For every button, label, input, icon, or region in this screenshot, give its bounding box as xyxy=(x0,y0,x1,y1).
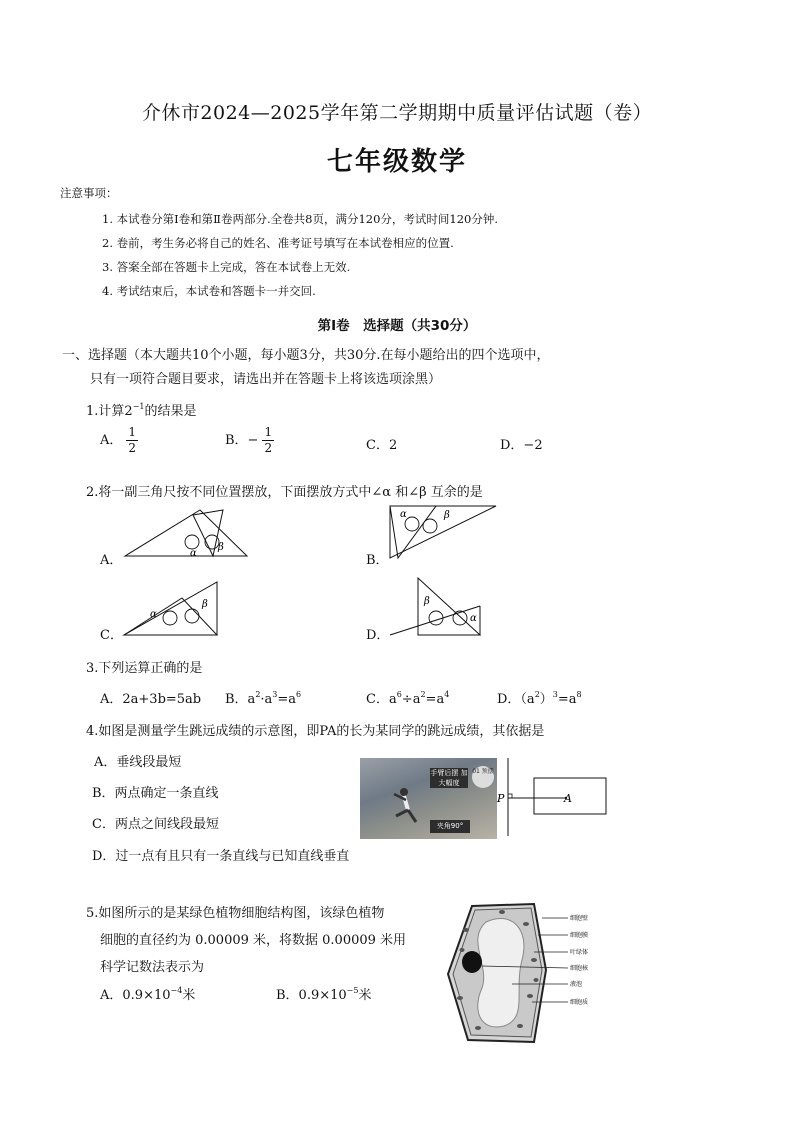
q2-option-d-label[interactable]: D． xyxy=(366,628,390,643)
alpha-label: α xyxy=(150,609,157,620)
q4-option-c[interactable]: C．两点之间线段最短 xyxy=(92,817,219,832)
alpha-label: α xyxy=(190,548,197,559)
q4-option-b[interactable]: B．两点确定一条直线 xyxy=(92,786,219,801)
q3-option-b[interactable]: B．$a^2\cdot a^3=a^6$ xyxy=(225,690,302,707)
alpha-label: α xyxy=(400,509,407,520)
q2-option-c-label[interactable]: C． xyxy=(100,628,123,643)
q1-option-d[interactable]: D．−2 xyxy=(500,438,543,453)
q1-option-b[interactable]: B．− $\frac{1}{2}$ xyxy=(225,425,273,455)
photo-tag-angle: 夹角90° xyxy=(430,820,470,833)
q1-option-c[interactable]: C．2 xyxy=(366,438,398,453)
question-1-stem: 1.计算$2^{-1}$的结果是 xyxy=(86,402,197,419)
q3-option-a[interactable]: A．2a+3b=5ab xyxy=(100,692,202,707)
point-p-label: P xyxy=(497,792,505,805)
beta-label: β xyxy=(444,510,450,521)
q3-option-d[interactable]: D．$(a^2)^3=a^8$ xyxy=(497,690,582,707)
long-jump-diagram xyxy=(496,756,608,838)
cell-label: 细胞质 xyxy=(570,999,589,1006)
q4-option-a[interactable]: A．垂线段最短 xyxy=(94,755,182,770)
alpha-label: α xyxy=(470,613,477,624)
q5-option-b[interactable]: B．$0.9\times 10^{-5}$米 xyxy=(276,986,372,1003)
q2-figure-c xyxy=(122,580,222,638)
exam-subtitle: 七年级数学 xyxy=(326,147,467,177)
photo-tag-arm: 手臂后摆 加大幅度 xyxy=(430,769,468,787)
q1-option-a[interactable]: A． $\frac{1}{2}$ xyxy=(100,425,137,455)
q3-option-c[interactable]: C．$a^6\div a^2=a^4$ xyxy=(366,690,450,707)
point-a-label: A xyxy=(564,792,572,805)
note-item: 3. 答案全部在答题卡上完成，答在本试卷上无效. xyxy=(102,260,351,274)
note-item: 1. 本试卷分第Ⅰ卷和第Ⅱ卷两部分.全卷共8页，满分120分，考试时间120分钟. xyxy=(102,212,499,226)
cell-label: 细胞核 xyxy=(570,965,589,972)
question-2-stem: 2.将一副三角尺按不同位置摆放，下面摆放方式中∠α 和∠β 互余的是 xyxy=(86,485,483,500)
question-5-line-2: 细胞的直径约为 0.00009 米，将数据 0.00009 米用 xyxy=(100,933,407,948)
cell-label: 细胞膜 xyxy=(570,932,589,939)
question-5-line-1: 5.如图所示的是某绿色植物细胞结构图，该绿色植物 xyxy=(86,906,385,921)
exam-title: 介休市2024—2025学年第二学期期中质量评估试题（卷） xyxy=(141,102,653,124)
plant-cell-diagram xyxy=(442,900,602,1046)
beta-label: β xyxy=(202,599,208,610)
note-item: 2. 卷前，考生务必将自己的姓名、准考证号填写在本试卷相应的位置. xyxy=(102,236,454,250)
q2-figure-d xyxy=(388,576,484,638)
q2-option-a-label[interactable]: A． xyxy=(100,553,123,568)
question-3-stem: 3.下列运算正确的是 xyxy=(86,661,203,676)
q2-option-b-label[interactable]: B． xyxy=(366,553,389,568)
beta-label: β xyxy=(424,596,430,607)
cell-label: 细胞壁 xyxy=(570,915,589,922)
q2-figure-b xyxy=(388,504,498,562)
question-4-stem: 4.如图是测量学生跳远成绩的示意图，即PA的长为某同学的跳远成绩，其依据是 xyxy=(86,724,545,739)
long-jump-photo xyxy=(360,758,497,839)
cell-label: 叶绿体 xyxy=(570,949,589,956)
q2-figure-a xyxy=(120,505,250,565)
question-5-line-3: 科学记数法表示为 xyxy=(100,960,205,975)
q4-option-d[interactable]: D．过一点有且只有一条直线与已知直线垂直 xyxy=(92,849,350,864)
q5-option-a[interactable]: A．$0.9\times 10^{-4}$米 xyxy=(100,986,196,1003)
jumper-figure xyxy=(390,786,424,826)
instructions-line-1: 一、选择题（本大题共10个小题，每小题3分，共30分.在每小题给出的四个选项中， xyxy=(62,348,550,363)
instructions-line-2: 只有一项符合题目要求，请选出并在答题卡上将该选项涂黑） xyxy=(90,372,442,387)
section-title: 第Ⅰ卷 选择题（共30分） xyxy=(317,318,477,334)
notes-heading: 注意事项： xyxy=(60,186,118,200)
photo-tag-step: 01 预摆 xyxy=(472,766,494,788)
beta-label: β xyxy=(218,542,224,553)
cell-label: 液泡 xyxy=(570,981,583,988)
note-item: 4. 考试结束后，本试卷和答题卡一并交回. xyxy=(102,284,316,298)
